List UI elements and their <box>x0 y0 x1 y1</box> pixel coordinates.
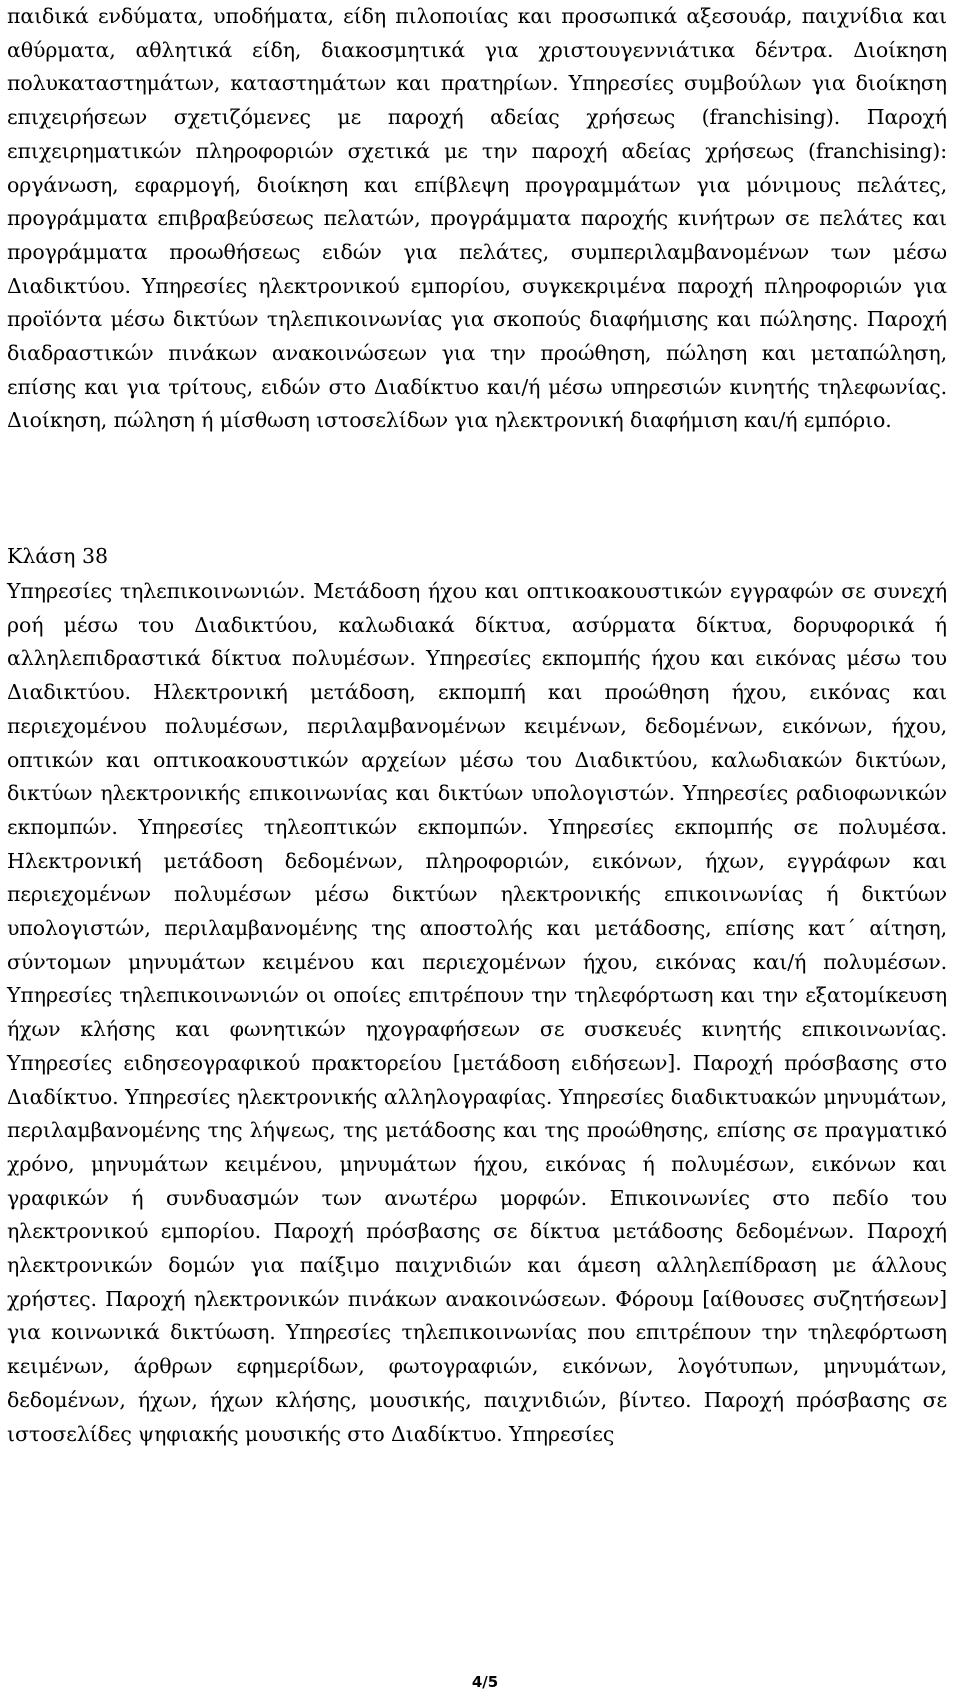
continuation-paragraph <box>7 0 947 438</box>
page-number: 4/5 <box>471 1673 499 1691</box>
class-paragraph <box>7 575 947 1451</box>
paragraph-text: παιδικά ενδύματα, υποδήματα, είδη πιλοποιίας και προσωπικά αξεσουάρ, παιχνίδια και αθύρματα, αθλητικά είδη, διακοσμητικά για χριστουγεννιάτικα δέντρα. Διοίκηση πολυκαταστημάτων, καταστημάτων και πρατηρίων. Υπηρεσίες συμβούλων για διοίκηση επιχειρήσεων σχετιζόμενες με παροχή αδείας χρήσεως (franchising). Παροχή επιχειρηματικών πληροφοριών σχετικά με την παροχή αδείας χρήσεως (franchising): οργάνωση, εφαρμογή, διοίκηση και επίβλεψη προγραμμάτων για μόνιμους πελάτες, προγράμματα επιβραβεύσεως πελατών, προγράμματα παροχής κινήτρων σε πελάτες και προγράμματα προωθήσεως ειδών για πελάτες, συμπεριλαμβανομένων των μέσω Διαδικτύου. Υπηρεσίες ηλεκτρονικού εμπορίου, συγκεκριμένα παροχή πληροφοριών για προϊόντα μέσω δικτύων τηλεπικοινωνίας για σκοπούς διαφήμισης και πώλησης. Παροχή διαδραστικών πινάκων ανακοινώσεων για την προώθηση, πώληση και μεταπώληση, επίσης και για τρίτους, ειδών στο Διαδίκτυο και/ή μέσω υπηρεσιών κινητής τηλεφωνίας. Διοίκηση, πώληση ή μίσθωση ιστοσελίδων για ηλεκτρονική διαφήμιση και/ή εμπόριο. <box>7 4 947 433</box>
class-heading: Κλάση 38 <box>7 544 109 568</box>
paragraph-text: Υπηρεσίες τηλεπικοινωνιών. Μετάδοση ήχου και οπτικοακουστικών εγγραφών σε συνεχή ροή μέσω του Διαδικτύου, καλωδιακά δίκτυα, ασύρματα δίκτυα, δορυφορικά ή αλληλεπιδραστικά δίκτυα πολυμέσων. Υπηρεσίες εκπομπής ήχου και εικόνας μέσω του Διαδικτύου. Ηλεκτρονική μετάδοση, εκπομπή και προώθηση ήχου, εικόνας και περιεχομένου πολυμέσων, περιλαμβανομένων κειμένων, δεδομένων, εικόνων, ήχου, οπτικών και οπτικοακουστικών αρχείων μέσω του Διαδικτύου, καλωδιακών δικτύων, δικτύων ηλεκτρονικής επικοινωνίας και δικτύων υπολογιστών. Υπηρεσίες ραδιοφωνικών εκπομπών. Υπηρεσίες τηλεοπτικών εκπομπών. Υπηρεσίες εκπομπής σε πολυμέσα. Ηλεκτρονική μετάδοση δεδομένων, πληροφοριών, εικόνων, ήχων, εγγράφων και περιεχομένων πολυμέσων μέσω δικτύων ηλεκτρονικής επικοινωνίας ή δικτύων υπολογιστών, περιλαμβανομένης της αποστολής και μετάδοσης, επίσης κατ΄ αίτηση, σύντομων μηνυμάτων κειμένου και περιεχομένων ήχου, εικόνας και/ή πολυμέσων. Υπηρεσίες τηλεπικοινωνιών οι οποίες επιτρέπουν την τηλεφόρτωση και την εξατομίκευση ήχων κλήσης και φωνητικών ηχογραφήσεων σε συσκευές κινητής επικοινωνίας. Υπηρεσίες ειδησεογραφικού πρακτορείου [μετάδοση ειδήσεων]. Παροχή πρόσβασης στο Διαδίκτυο. Υπηρεσίες ηλεκτρονικής αλληλογραφίας. Υπηρεσίες διαδικτυακών μηνυμάτων, περιλαμβανομένης της λήψεως, της μετάδοσης και της προώθησης, επίσης σε πραγματικό χρόνο, μηνυμάτων κειμένου, μηνυμάτων ήχου, εικόνας ή πολυμέσων, εικόνων και γραφικών ή συνδυασμών των ανωτέρω μορφών. Επικοινωνίες στο πεδίο του ηλεκτρονικού εμπορίου. Παροχή πρόσβασης σε δίκτυα μετάδοσης δεδομένων. Παροχή ηλεκτρονικών δομών για παίξιμο παιχνιδιών και άμεση αλληλεπίδραση με άλλους χρήστες. Παροχή ηλεκτρονικών πινάκων ανακοινώσεων. Φόρουμ [αίθουσες συζητήσεων] για κοινωνικά δικτύωση. Υπηρεσίες τηλεπικοινωνίας που επιτρέπουν την τηλεφόρτωση κειμένων, άρθρων εφημερίδων, φωτογραφιών, εικόνων, λογότυπων, μηνυμάτων, δεδομένων, ήχων, ήχων κλήσης, μουσικής, παιχνιδιών, βίντεο. Παροχή πρόσβασης σε ιστοσελίδες ψηφιακής μουσικής στο Διαδίκτυο. Υπηρεσίες <box>7 579 947 1446</box>
